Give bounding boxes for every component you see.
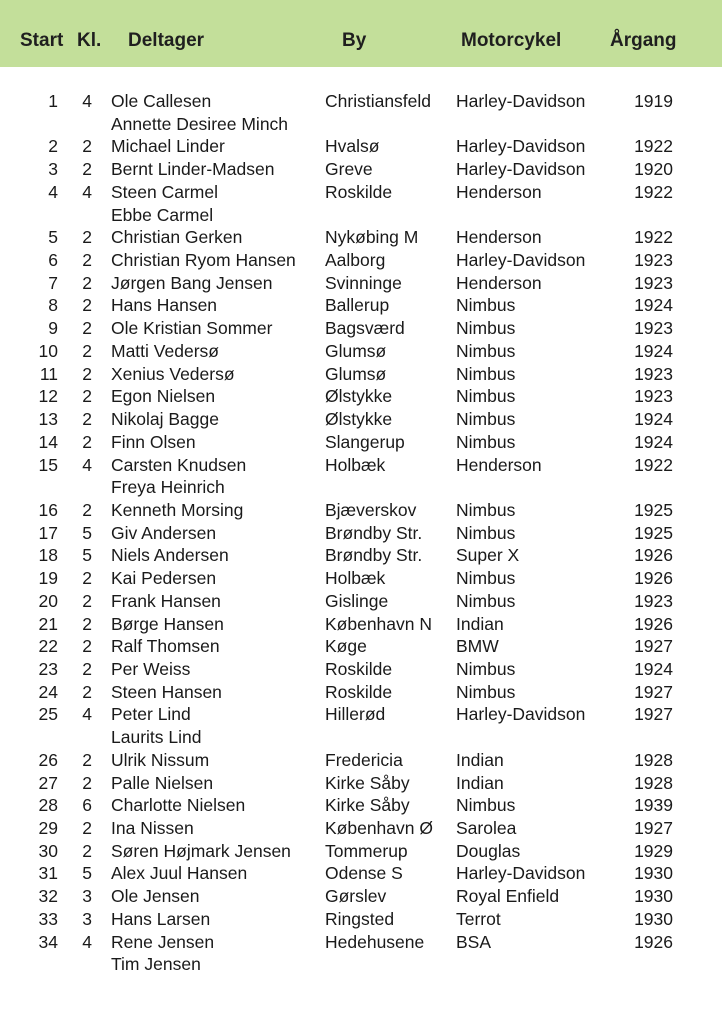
city: Christiansfeld bbox=[325, 91, 432, 111]
city: Brøndby Str. bbox=[325, 545, 423, 566]
start-number: 18 bbox=[38, 545, 58, 566]
model-year: 1922 bbox=[634, 227, 673, 248]
participant-name: Ina Nissen bbox=[111, 818, 194, 838]
city: Brøndby Str. bbox=[325, 522, 423, 543]
city: København Ø bbox=[325, 818, 433, 838]
class-number: 3 bbox=[82, 886, 92, 907]
city: Holbæk bbox=[325, 454, 386, 475]
table-row bbox=[0, 454, 722, 477]
table-row bbox=[0, 817, 722, 840]
table-row bbox=[0, 226, 722, 249]
start-number: 2 bbox=[48, 136, 58, 157]
participant-name: Ole Jensen bbox=[111, 886, 200, 907]
city: Roskilde bbox=[325, 681, 393, 702]
motorcycle: Indian bbox=[456, 613, 504, 634]
participant-name: Ralf Thomsen bbox=[111, 636, 220, 657]
model-year: 1925 bbox=[634, 522, 673, 543]
start-number: 21 bbox=[38, 613, 58, 634]
model-year: 1922 bbox=[634, 181, 673, 202]
participant-name: Palle Nielsen bbox=[111, 772, 214, 793]
model-year: 1927 bbox=[634, 636, 673, 657]
participant-name: Carsten Knudsen bbox=[111, 454, 247, 475]
table-row bbox=[0, 590, 722, 613]
table-row bbox=[0, 749, 722, 772]
class-number: 2 bbox=[82, 295, 92, 316]
start-number: 16 bbox=[38, 499, 58, 520]
participant-name: Christian Ryom Hansen bbox=[111, 250, 296, 271]
city: Kirke Såby bbox=[325, 795, 410, 816]
city: Odense S bbox=[325, 863, 403, 884]
table-row bbox=[0, 953, 722, 976]
motorcycle: Douglas bbox=[456, 840, 521, 861]
motorcycle: BSA bbox=[456, 931, 492, 952]
table-row bbox=[0, 476, 722, 499]
motorcycle: Sarolea bbox=[456, 818, 517, 838]
city: Glumsø bbox=[325, 363, 387, 384]
participant-name: Hans Hansen bbox=[111, 295, 218, 316]
participant-name: Ole Kristian Sommer bbox=[111, 318, 273, 339]
participant-name: Ole Callesen bbox=[111, 91, 212, 111]
city: Nykøbing M bbox=[325, 227, 419, 248]
class-number: 2 bbox=[82, 772, 92, 793]
class-number: 5 bbox=[82, 863, 92, 884]
city: Glumsø bbox=[325, 340, 387, 361]
participant-name: Xenius Vedersø bbox=[111, 363, 235, 384]
participant-name: Steen Hansen bbox=[111, 681, 222, 702]
city: Svinninge bbox=[325, 272, 402, 293]
class-number: 2 bbox=[82, 340, 92, 361]
participant-name: Kenneth Morsing bbox=[111, 499, 244, 520]
start-number: 3 bbox=[48, 159, 58, 180]
participant-name: Freya Heinrich bbox=[111, 477, 225, 498]
participant-name: Frank Hansen bbox=[111, 590, 221, 611]
participant-name: Peter Lind bbox=[111, 704, 191, 725]
class-number: 2 bbox=[82, 318, 92, 339]
motorcycle: Nimbus bbox=[456, 522, 516, 543]
city: Tommerup bbox=[325, 840, 408, 861]
class-number: 2 bbox=[82, 681, 92, 702]
motorcycle: Nimbus bbox=[456, 363, 516, 384]
model-year: 1926 bbox=[634, 545, 673, 566]
header-start: Start bbox=[20, 30, 64, 51]
motorcycle: Nimbus bbox=[456, 795, 516, 816]
participant-name: Finn Olsen bbox=[111, 431, 196, 452]
city: Bagsværd bbox=[325, 318, 405, 339]
model-year: 1930 bbox=[634, 863, 673, 884]
motorcycle: Henderson bbox=[456, 454, 542, 475]
start-number: 6 bbox=[48, 250, 58, 271]
motorcycle: Royal Enfield bbox=[456, 886, 560, 907]
class-number: 4 bbox=[82, 454, 92, 475]
participant-name: Niels Andersen bbox=[111, 545, 229, 566]
model-year: 1924 bbox=[634, 431, 673, 452]
participant-name: Christian Gerken bbox=[111, 227, 243, 248]
header-by: By bbox=[342, 30, 367, 51]
table-row bbox=[0, 340, 722, 363]
table-header bbox=[0, 0, 722, 67]
start-number: 20 bbox=[38, 590, 58, 611]
motorcycle: Terrot bbox=[456, 908, 501, 929]
model-year: 1927 bbox=[634, 818, 673, 838]
city: Hvalsø bbox=[325, 136, 380, 157]
city: Gislinge bbox=[325, 590, 389, 611]
motorcycle: Harley-Davidson bbox=[456, 91, 586, 111]
city: Ølstykke bbox=[325, 386, 393, 407]
class-number: 2 bbox=[82, 272, 92, 293]
motorcycle: Harley-Davidson bbox=[456, 704, 586, 725]
model-year: 1928 bbox=[634, 749, 673, 770]
model-year: 1927 bbox=[634, 681, 673, 702]
motorcycle: Nimbus bbox=[456, 431, 516, 452]
table-row bbox=[0, 635, 722, 658]
start-number: 1 bbox=[48, 91, 58, 111]
city: Ballerup bbox=[325, 295, 390, 316]
city: Hillerød bbox=[325, 704, 386, 725]
class-number: 2 bbox=[82, 431, 92, 452]
city: Fredericia bbox=[325, 749, 403, 770]
city: Slangerup bbox=[325, 431, 405, 452]
class-number: 2 bbox=[82, 227, 92, 248]
motorcycle: Henderson bbox=[456, 181, 542, 202]
class-number: 2 bbox=[82, 818, 92, 838]
participant-name: Rene Jensen bbox=[111, 931, 215, 952]
participant-name: Egon Nielsen bbox=[111, 386, 216, 407]
model-year: 1926 bbox=[634, 931, 673, 952]
motorcycle: Super X bbox=[456, 545, 520, 566]
table-row bbox=[0, 317, 722, 340]
city: Kirke Såby bbox=[325, 772, 410, 793]
participant-name: Charlotte Nielsen bbox=[111, 795, 246, 816]
class-number: 4 bbox=[82, 181, 92, 202]
class-number: 4 bbox=[82, 704, 92, 725]
city: Roskilde bbox=[325, 181, 393, 202]
table-row bbox=[0, 544, 722, 567]
city: Hedehusene bbox=[325, 931, 425, 952]
class-number: 2 bbox=[82, 749, 92, 770]
start-number: 12 bbox=[38, 386, 58, 407]
motorcycle: Henderson bbox=[456, 227, 542, 248]
participant-name: Steen Carmel bbox=[111, 181, 218, 202]
motorcycle: Nimbus bbox=[456, 295, 516, 316]
class-number: 2 bbox=[82, 636, 92, 657]
model-year: 1926 bbox=[634, 613, 673, 634]
model-year: 1923 bbox=[634, 318, 673, 339]
start-number: 10 bbox=[38, 340, 58, 361]
participant-name: Jørgen Bang Jensen bbox=[111, 272, 273, 293]
model-year: 1930 bbox=[634, 886, 673, 907]
class-number: 2 bbox=[82, 363, 92, 384]
table-row bbox=[0, 204, 722, 227]
participant-name: Laurits Lind bbox=[111, 727, 202, 748]
header-deltager: Deltager bbox=[128, 30, 205, 51]
model-year: 1928 bbox=[634, 772, 673, 793]
model-year: 1923 bbox=[634, 386, 673, 407]
class-number: 2 bbox=[82, 136, 92, 157]
table-row bbox=[0, 681, 722, 704]
class-number: 2 bbox=[82, 613, 92, 634]
model-year: 1930 bbox=[634, 908, 673, 929]
table-row bbox=[0, 794, 722, 817]
motorcycle: Nimbus bbox=[456, 340, 516, 361]
city: Holbæk bbox=[325, 568, 386, 589]
city: Aalborg bbox=[325, 250, 386, 271]
participant-name: Nikolaj Bagge bbox=[111, 409, 219, 430]
class-number: 2 bbox=[82, 250, 92, 271]
start-number: 7 bbox=[48, 272, 58, 293]
start-number: 28 bbox=[38, 795, 58, 816]
participant-name: Søren Højmark Jensen bbox=[111, 840, 291, 861]
class-number: 4 bbox=[82, 931, 92, 952]
motorcycle: Nimbus bbox=[456, 590, 516, 611]
city: Ringsted bbox=[325, 908, 395, 929]
motorcycle: BMW bbox=[456, 636, 499, 657]
table-row bbox=[0, 363, 722, 386]
start-number: 15 bbox=[38, 454, 58, 475]
motorcycle: Nimbus bbox=[456, 658, 516, 679]
table-row bbox=[0, 158, 722, 181]
motorcycle: Nimbus bbox=[456, 499, 516, 520]
table-row bbox=[0, 135, 722, 158]
table-row bbox=[0, 931, 722, 954]
table-row bbox=[0, 840, 722, 863]
participant-name: Per Weiss bbox=[111, 658, 191, 679]
motorcycle: Harley-Davidson bbox=[456, 863, 586, 884]
table-row bbox=[0, 658, 722, 681]
class-number: 3 bbox=[82, 908, 92, 929]
class-number: 5 bbox=[82, 522, 92, 543]
table-row bbox=[0, 90, 722, 113]
model-year: 1922 bbox=[634, 136, 673, 157]
model-year: 1927 bbox=[634, 704, 673, 725]
table-row bbox=[0, 181, 722, 204]
motorcycle: Nimbus bbox=[456, 318, 516, 339]
start-number: 11 bbox=[39, 363, 58, 384]
start-number: 29 bbox=[38, 818, 58, 838]
table-row bbox=[0, 726, 722, 749]
start-number: 14 bbox=[38, 431, 58, 452]
class-number: 2 bbox=[82, 590, 92, 611]
table-row bbox=[0, 294, 722, 317]
table-row bbox=[0, 772, 722, 795]
participant-name: Annette Desiree Minch bbox=[111, 113, 289, 134]
participant-name: Hans Larsen bbox=[111, 908, 211, 929]
start-number: 8 bbox=[48, 295, 58, 316]
start-number: 9 bbox=[48, 318, 58, 339]
class-number: 2 bbox=[82, 386, 92, 407]
participant-name: Ulrik Nissum bbox=[111, 749, 210, 770]
city: Bjæverskov bbox=[325, 499, 417, 520]
class-number: 2 bbox=[82, 568, 92, 589]
table-row bbox=[0, 567, 722, 590]
header-argang: Årgang bbox=[610, 30, 677, 51]
start-number: 19 bbox=[38, 568, 58, 589]
start-number: 23 bbox=[38, 658, 58, 679]
participant-name: Bernt Linder-Madsen bbox=[111, 159, 275, 180]
participant-name: Tim Jensen bbox=[111, 954, 201, 975]
model-year: 1924 bbox=[634, 409, 673, 430]
motorcycle: Indian bbox=[456, 772, 504, 793]
model-year: 1923 bbox=[634, 590, 673, 611]
model-year: 1929 bbox=[634, 840, 673, 861]
table-row bbox=[0, 249, 722, 272]
participant-name: Kai Pedersen bbox=[111, 568, 217, 589]
participant-name: Ebbe Carmel bbox=[111, 204, 214, 225]
class-number: 2 bbox=[82, 840, 92, 861]
motorcycle: Nimbus bbox=[456, 386, 516, 407]
table-row bbox=[0, 613, 722, 636]
city: København N bbox=[325, 613, 433, 634]
motorcycle: Nimbus bbox=[456, 568, 516, 589]
city: Ølstykke bbox=[325, 409, 393, 430]
model-year: 1939 bbox=[634, 795, 673, 816]
start-number: 27 bbox=[38, 772, 58, 793]
start-number: 17 bbox=[38, 522, 58, 543]
start-number: 25 bbox=[38, 704, 58, 725]
table-row bbox=[0, 862, 722, 885]
participant-name: Giv Andersen bbox=[111, 522, 217, 543]
start-number: 13 bbox=[38, 409, 58, 430]
motorcycle: Indian bbox=[456, 749, 504, 770]
model-year: 1923 bbox=[634, 363, 673, 384]
model-year: 1923 bbox=[634, 250, 673, 271]
start-number: 31 bbox=[38, 863, 58, 884]
motorcycle: Henderson bbox=[456, 272, 542, 293]
table-row bbox=[0, 385, 722, 408]
model-year: 1926 bbox=[634, 568, 673, 589]
table-row bbox=[0, 431, 722, 454]
table-row bbox=[0, 499, 722, 522]
table-row bbox=[0, 908, 722, 931]
class-number: 4 bbox=[82, 91, 92, 111]
city: Køge bbox=[325, 636, 367, 657]
model-year: 1922 bbox=[634, 454, 673, 475]
table-row bbox=[0, 408, 722, 431]
model-year: 1924 bbox=[634, 295, 673, 316]
participant-name: Børge Hansen bbox=[111, 613, 224, 634]
city: Greve bbox=[325, 159, 373, 180]
table-row bbox=[0, 522, 722, 545]
model-year: 1924 bbox=[634, 340, 673, 361]
participant-list bbox=[0, 90, 722, 976]
start-number: 24 bbox=[38, 681, 58, 702]
start-number: 4 bbox=[48, 181, 58, 202]
table-row bbox=[0, 272, 722, 295]
start-number: 30 bbox=[38, 840, 58, 861]
table-row bbox=[0, 703, 722, 726]
start-number: 34 bbox=[38, 931, 58, 952]
header-kl: Kl. bbox=[77, 30, 102, 51]
motorcycle: Nimbus bbox=[456, 409, 516, 430]
motorcycle: Harley-Davidson bbox=[456, 250, 586, 271]
class-number: 2 bbox=[82, 658, 92, 679]
start-number: 32 bbox=[38, 886, 58, 907]
start-number: 22 bbox=[38, 636, 58, 657]
motorcycle: Harley-Davidson bbox=[456, 136, 586, 157]
class-number: 2 bbox=[82, 159, 92, 180]
class-number: 6 bbox=[82, 795, 92, 816]
model-year: 1925 bbox=[634, 499, 673, 520]
city: Roskilde bbox=[325, 658, 393, 679]
motorcycle: Nimbus bbox=[456, 681, 516, 702]
start-number: 5 bbox=[48, 227, 58, 248]
class-number: 5 bbox=[82, 545, 92, 566]
header-motorcykel: Motorcykel bbox=[461, 30, 562, 51]
model-year: 1923 bbox=[634, 272, 673, 293]
participant-name: Matti Vedersø bbox=[111, 340, 219, 361]
model-year: 1924 bbox=[634, 658, 673, 679]
start-number: 26 bbox=[38, 749, 58, 770]
motorcycle: Harley-Davidson bbox=[456, 159, 586, 180]
participant-name: Michael Linder bbox=[111, 136, 225, 157]
class-number: 2 bbox=[82, 409, 92, 430]
table-row bbox=[0, 885, 722, 908]
start-number: 33 bbox=[38, 908, 58, 929]
participant-name: Alex Juul Hansen bbox=[111, 863, 248, 884]
model-year: 1919 bbox=[634, 91, 673, 111]
class-number: 2 bbox=[82, 499, 92, 520]
table-row bbox=[0, 113, 722, 136]
city: Gørslev bbox=[325, 886, 387, 907]
model-year: 1920 bbox=[634, 159, 673, 180]
